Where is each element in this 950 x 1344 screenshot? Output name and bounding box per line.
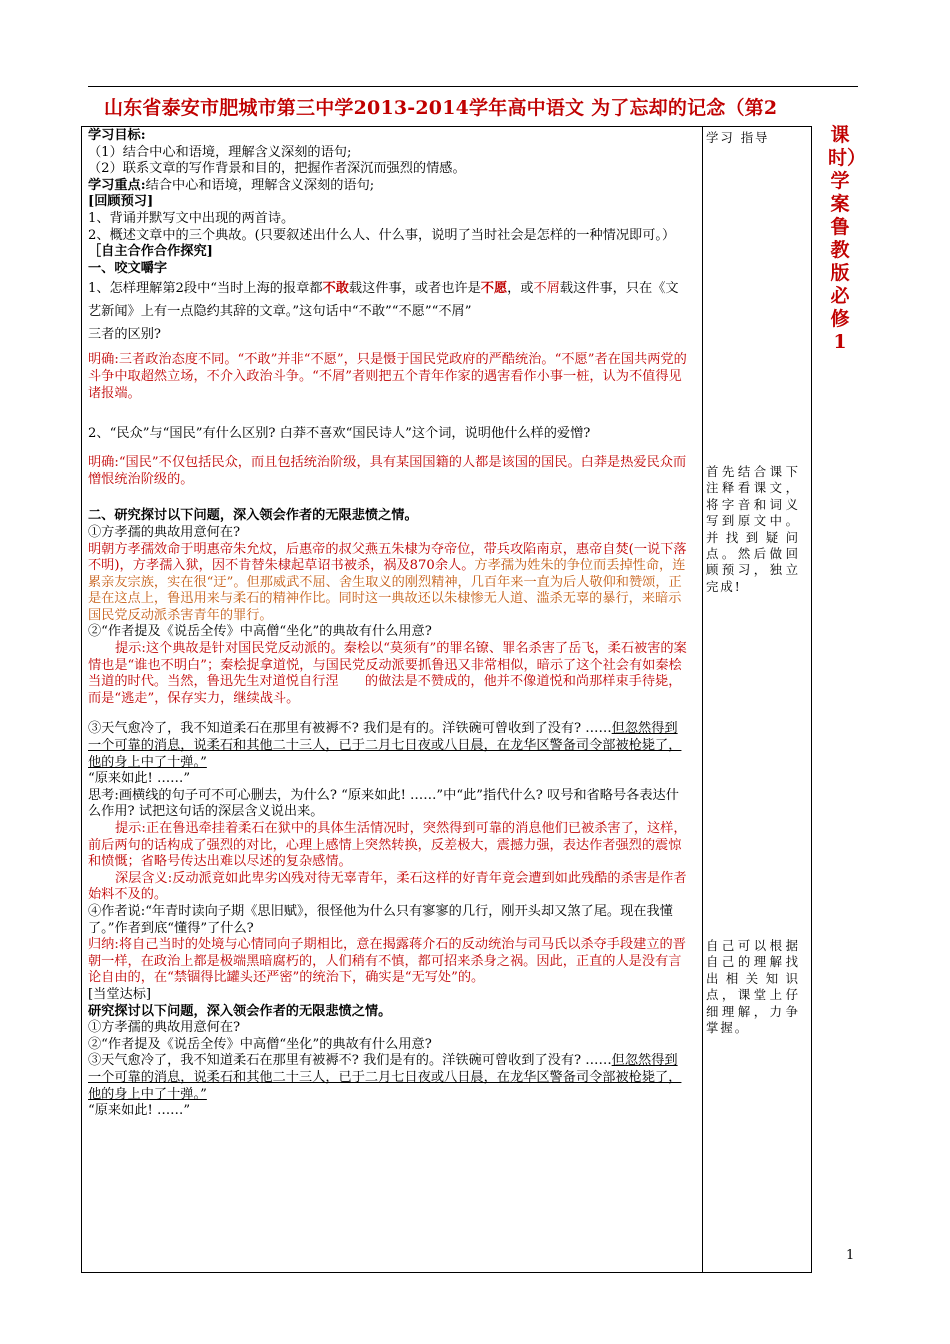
answer-2: 明确:“国民”不仅包括民众，而且包括统治阶级，具有某国国籍的人都是该国的国民。白莽是热爱民众而憎恨统治阶级的。 (88, 455, 687, 487)
header-rule (88, 86, 858, 87)
s2-answer-3-deep: 深层含义:反动派竟如此卑劣凶残对待无辜青年，柔石这样的好青年竟会遭到如此残酷的杀害是作者始料不及的。 (88, 870, 687, 903)
focus-text: 结合中心和语境，理解含义深刻的语句; (145, 177, 375, 193)
section-2-heading: 二、研究探讨以下问题，深入领会作者的无限悲愤之情。 (88, 508, 418, 524)
review-item-1: 1、背诵并默写文中出现的两首诗。 (88, 210, 295, 226)
question-1-tail: 三者的区别? (88, 327, 162, 343)
class-question-2: ②“作者提及《说岳全传》中高僧“坐化”的典故有什么用意? (88, 1036, 432, 1052)
underlined-sentence: 但忽然得到一个可靠的消息，说柔石和其他二十三人，已于二月七日夜或八日晨，在龙华区警备司令部被枪毙了，他的身上中了十弹。” (88, 721, 682, 770)
s2-question-1: ①方孝孺的典故用意何在? (88, 524, 241, 540)
guidance-heading: 学习 指导 (706, 130, 770, 145)
question-1: 1、怎样理解第2段中“当时上海的报章都不敢载这件事，或者也许是不愿，或不屑载这件事，只在《文艺新闻》上有一点隐约其辞的文章。”这句话中“不敢”“不愿”“不屑” (88, 281, 679, 320)
s2-answer-2: 提示:这个典故是针对国民党反动派的。秦桧以“莫须有”的罪名镣、罪名杀害了岳飞，柔石被害的案情也是“谁也不明白”；秦桧捉拿道悦，与国民党反动派要抓鲁迅又非常相似，暗示了这个社会有如秦桧当道的时代。当然，鲁迅先生对道悦自行涅 的做法是不赞成的，他并不像道悦和尚那样束手待毙，而是“逃走”，保存实力，继续战斗。 (88, 641, 687, 706)
explore-heading: ［自主合作合作探究] (88, 244, 213, 260)
word-bugan: 不敢 (322, 281, 349, 297)
s2-answer-4: 归纳:将自己当时的处境与心情同向子期相比，意在揭露蒋介石的反动统治与司马氏以杀夺手段建立的晋朝一样，在政治上都是极端黑暗腐朽的，人们稍有不慎，都可招来杀身之祸。因此，正直的人是没有言论自由的，在“禁锢得比罐头还严密”的统治下，确实是“无写处”的。 (88, 937, 686, 986)
goal-label: 学习目标: (88, 128, 146, 143)
s2-question-3: ③天气愈冷了，我不知道柔石在那里有被褥不? 我们是有的。洋铁碗可曾收到了没有? ……但忽然得到一个可靠的消息，说柔石和其他二十三人，已于二月七日夜或八日晨，在龙华区警备司令部被枪毙了，他的身上中了十弹。” (88, 721, 682, 770)
class-question-3: ③天气愈冷了，我不知道柔石在那里有被褥不? 我们是有的。洋铁碗可曾收到了没有? ……但忽然得到一个可靠的消息，说柔石和其他二十三人，已于二月七日夜或八日晨，在龙华区警备司令部被枪毙了，他的身上中了十弹。” (88, 1053, 682, 1102)
review-item-2: 2、概述文章中的三个典故。(只要叙述出什么人、什么事，说明了当时社会是怎样的一种情况即可。） (88, 227, 676, 243)
review-heading: [回顾预习] (88, 194, 154, 210)
word-buxie: 不屑 (533, 281, 560, 297)
guidance-note-2: 自己可以根据自己的理解找出相关知识点，课堂上仔细理解，力争掌握。 (706, 938, 800, 1036)
class-sub-heading: 研究探讨以下问题，深入领会作者的无限悲愤之情。 (88, 1003, 392, 1019)
answer-1: 明确:三者政治态度不同。“不敢”并非“不愿”，只是慑于国民党政府的严酷统治。“不愿”者在国共两党的斗争中取超然立场，不介入政治斗争。“不屑”者则把五个青年作家的遇害看作小事一桩，认为不值得见诸报端。 (88, 352, 687, 401)
s2-question-4: ④作者说:“年青时读向子期《思旧赋》，很怪他为什么只有寥寥的几行，刚开头却又煞了尾。现在我懂了。”作者到底“懂得”了什么? (88, 903, 673, 936)
s2-answer-1: 明朝方孝孺效命于明惠帝朱允炆，后惠帝的叔父燕五朱棣为夺帝位，带兵攻陷南京，惠帝自焚(一说下落不明)，方孝孺入狱，因不肯替朱棣起草诏书被杀，祸及870余人。方孝孺为姓朱的争位而丢掉性命，连累亲友宗族，实在很“迂”。但那威武不屈、舍生取义的刚烈精神，几百年来一直为后人敬仰和赞颂，正是在这点上，鲁迅用来与柔石的精神作比。同时这一典故还以朱棣惨无人道、滥杀无辜的暴行，来暗示国民党反动派杀害青年的罪行。 (88, 541, 687, 623)
class-quote: “原来如此! ……” (88, 1103, 191, 1119)
goal-1: （1）结合中心和语境，理解含义深刻的语句; (88, 144, 352, 160)
focus-label: 学习重点: (88, 177, 146, 193)
word-buyuan: 不愿 (480, 281, 508, 297)
class-underlined-sentence: 但忽然得到一个可靠的消息，说柔石和其他二十三人，已于二月七日夜或八日晨，在龙华区警备司令部被枪毙了，他的身上中了十弹。” (88, 1053, 682, 1102)
question-2: 2、“民众”与“国民”有什么区别? 白莽不喜欢“国民诗人”这个词，说明他什么样的爱憎? (88, 426, 591, 442)
class-question-1: ①方孝孺的典故用意何在? (88, 1020, 241, 1036)
lesson-body (88, 128, 690, 1120)
page-title-continued: 课时）学案鲁教版必修1 (828, 124, 867, 353)
page-title: 山东省泰安市肥城市第三中学2013-2014学年高中语文 为了忘却的记念（第2 (104, 97, 778, 119)
guidance-note-1: 首先结合课下注释看课文，将字音和词义写到原文中。并找到疑问点。然后做回顾预习，独立完成! (706, 464, 800, 594)
s2-question-2: ②“作者提及《说岳全传》中高僧“坐化”的典故有什么用意? (88, 624, 432, 640)
class-heading: [当堂达标] (88, 986, 152, 1002)
goal-2: （2）联系文章的写作背景和目的，把握作者深沉而强烈的情感。 (88, 161, 466, 177)
page-number: 1 (846, 1248, 855, 1263)
s2-quote: “原来如此! ……” (88, 771, 191, 787)
section-1-heading: 一、咬文嚼字 (88, 260, 168, 276)
s2-think: 思考:画横线的句子可不可心删去，为什么? “原来如此! ……”中“此”指代什么? 叹号和省略号各表达什么作用? 试把这句话的深层含义说出来。 (88, 787, 679, 820)
guidance-cell (703, 126, 812, 1273)
s2-answer-3: 提示:正在鲁迅牵挂着柔石在狱中的具体生活情况时，突然得到可靠的消息他们已被杀害了，这样，前后两句的话构成了强烈的对比，心理上感情上突然转换，反差极大，震撼力强，表达作者强烈的震惊和愤慨；省略号传达出难以尽述的复杂感情。 (88, 821, 687, 870)
